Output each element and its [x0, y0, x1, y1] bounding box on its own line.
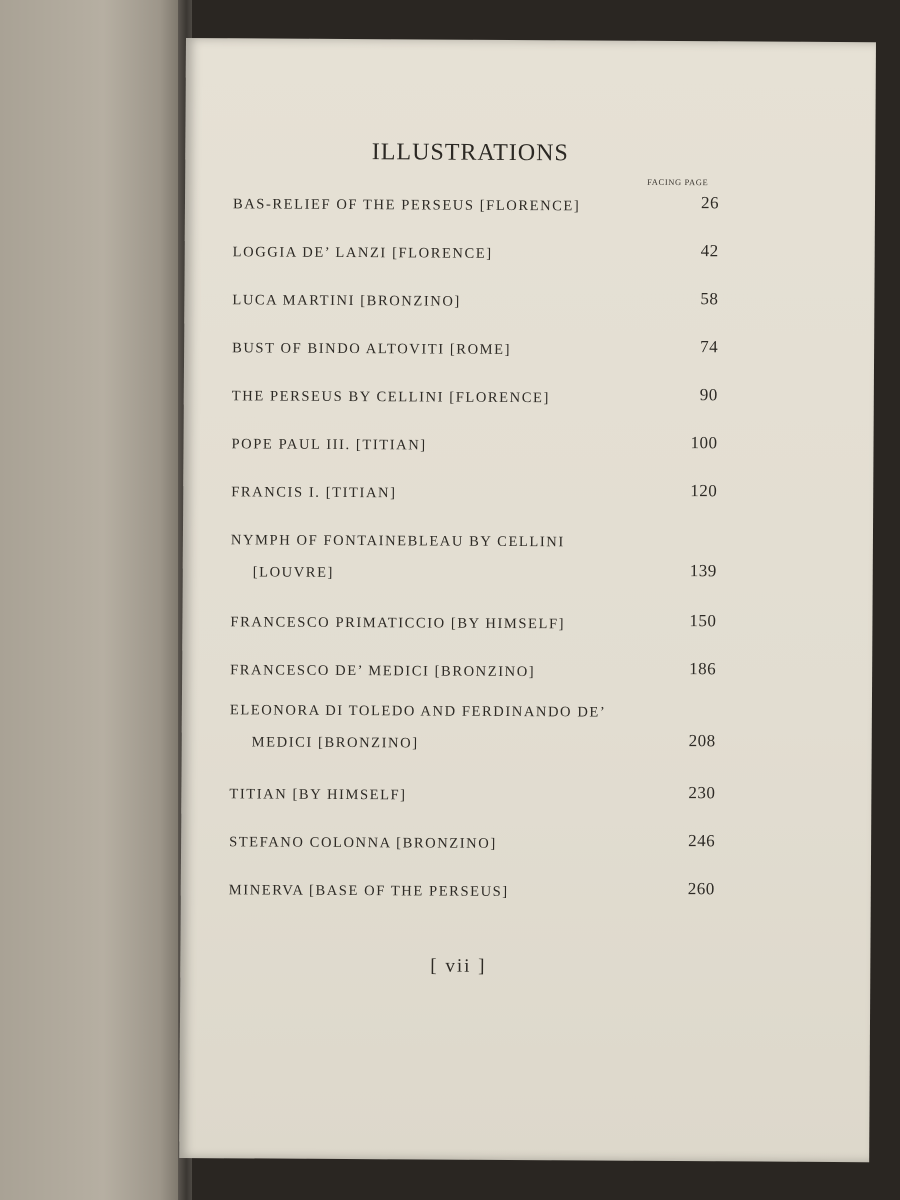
list-item [229, 702, 716, 752]
list-item [230, 611, 717, 657]
list-item [231, 385, 718, 431]
entry-page-number: 139 [689, 561, 717, 581]
entry-title-continuation: MEDICI [BRONZINO] [251, 734, 419, 752]
entry-title-continuation: [LOUVRE] [252, 564, 335, 581]
entry-title: FRANCESCO DE’ MEDICI [BRONZINO] [230, 662, 536, 681]
entry-page-number: 90 [699, 385, 718, 405]
list-item [228, 879, 715, 925]
list-item [232, 241, 719, 287]
entry-page-number: 120 [690, 481, 718, 501]
entry-title: LUCA MARTINI [BRONZINO] [232, 292, 461, 310]
entry-title: BUST OF BINDO ALTOVITI [ROME] [232, 340, 512, 358]
facing-page-header: FACING PAGE [647, 176, 709, 188]
list-item [231, 433, 718, 479]
page-title: ILLUSTRATIONS [371, 139, 569, 167]
entry-page-number: 150 [689, 611, 717, 631]
left-page [0, 0, 188, 1200]
list-item [230, 659, 717, 705]
entry-title: NYMPH OF FONTAINEBLEAU BY CELLINI [230, 532, 565, 551]
entry-title: MINERVA [BASE OF THE PERSEUS] [228, 882, 509, 900]
entry-title: THE PERSEUS BY CELLINI [FLORENCE] [231, 388, 550, 407]
list-item [232, 289, 719, 335]
book-page [179, 38, 876, 1162]
list-item [232, 193, 720, 239]
entry-page-number: 42 [700, 241, 719, 261]
folio-number: [ vii ] [430, 955, 487, 977]
entry-page-number: 100 [690, 433, 718, 453]
entry-page-number: 230 [688, 783, 716, 803]
entry-title: TITIAN [BY HIMSELF] [229, 786, 407, 804]
entry-page-number: 260 [687, 879, 715, 899]
list-item [231, 481, 718, 527]
entry-title: FRANCIS I. [TITIAN] [231, 484, 397, 502]
list-item [232, 337, 719, 383]
list-item [229, 831, 716, 877]
entry-page-number: 246 [688, 831, 716, 851]
entry-page-number: 74 [700, 337, 719, 357]
entry-title: FRANCESCO PRIMATICCIO [BY HIMSELF] [230, 614, 566, 633]
entry-title: STEFANO COLONNA [BRONZINO] [229, 834, 497, 852]
list-item [229, 783, 716, 829]
list-item [230, 532, 717, 581]
entry-title: BAS-RELIEF OF THE PERSEUS [FLORENCE] [232, 196, 581, 215]
entry-page-number: 186 [689, 659, 717, 679]
entry-title: POPE PAUL III. [TITIAN] [231, 436, 427, 454]
entry-page-number: 208 [688, 731, 716, 751]
entry-title: ELEONORA DI TOLEDO AND FERDINANDO DE’ [229, 702, 607, 721]
entry-title: LOGGIA DE’ LANZI [FLORENCE] [232, 244, 493, 262]
entry-page-number: 58 [700, 289, 719, 309]
entry-page-number: 26 [700, 193, 720, 213]
